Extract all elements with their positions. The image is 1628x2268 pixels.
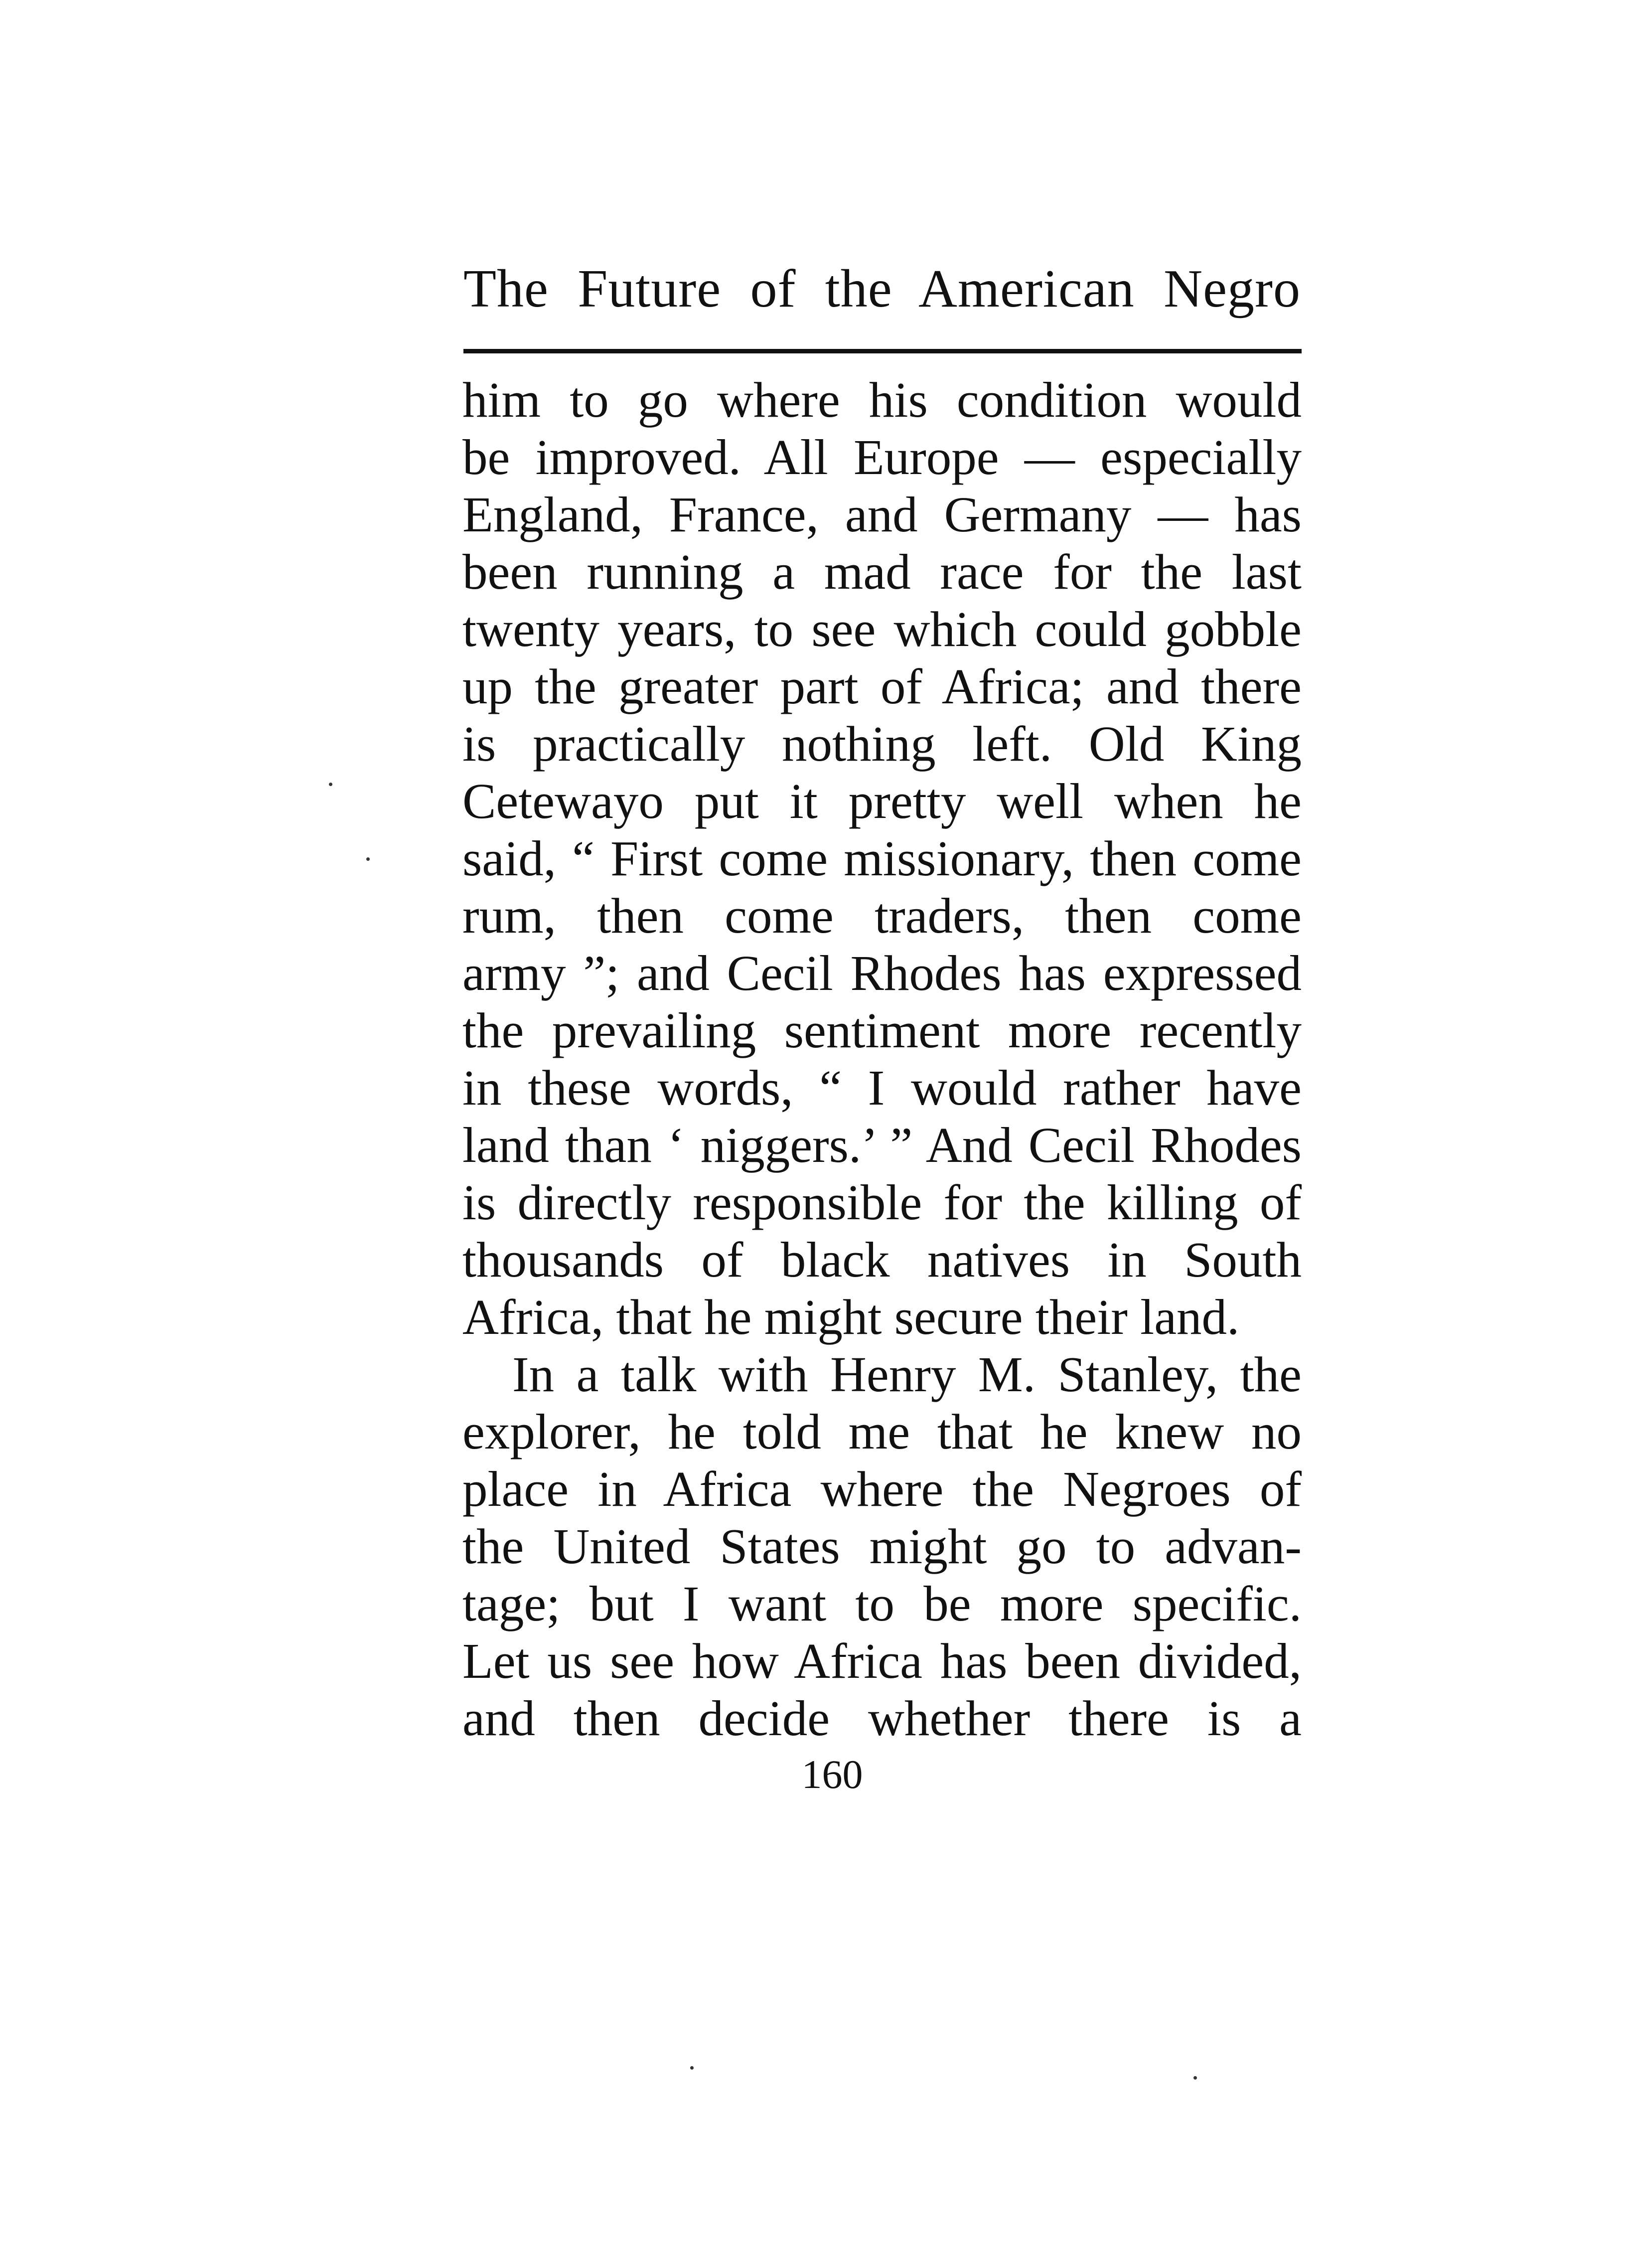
scan-speck [1193, 2076, 1197, 2080]
text-line: in these words, “ I would rather have [462, 1060, 1302, 1116]
text-line: is directly responsible for the killing of [462, 1174, 1302, 1230]
text-line: Let us see how Africa has been divided, [462, 1633, 1302, 1689]
text-line: up the greater part of Africa; and there [462, 658, 1302, 714]
text-line: army ”; and Cecil Rhodes has expressed [462, 945, 1302, 1001]
text-line: and then decide whether there is a [462, 1690, 1302, 1746]
running-head: The Future of the American Negro [463, 259, 1301, 319]
text-line: been running a mad race for the last [462, 544, 1302, 600]
text-line: Cetewayo put it pretty well when he [462, 773, 1302, 829]
text-line: land than ‘ niggers.’ ” And Cecil Rhodes [462, 1117, 1302, 1173]
text-line: him to go where his condition would [462, 372, 1302, 428]
paragraph-first-line: In a talk with Henry M. Stanley, the [512, 1346, 1302, 1402]
text-line: twenty years, to see which could gobble [462, 601, 1302, 657]
text-line: place in Africa where the Negroes of [462, 1461, 1302, 1517]
text-line: is practically nothing left. Old King [462, 716, 1302, 772]
text-line: the United States might go to advan- [462, 1518, 1302, 1574]
text-line: explorer, he told me that he knew no [462, 1404, 1302, 1459]
text-line: said, “ First come missionary, then come [462, 830, 1302, 886]
text-line: thousands of black natives in South [462, 1232, 1302, 1288]
scan-speck [329, 783, 332, 786]
page-number: 160 [801, 1752, 863, 1797]
scan-speck [690, 2066, 694, 2070]
header-rule [463, 349, 1302, 353]
text-line: be improved. All Europe — especially [462, 429, 1302, 485]
text-line: the prevailing sentiment more recently [462, 1002, 1302, 1058]
text-line: tage; but I want to be more specific. [462, 1576, 1302, 1631]
text-line: England, France, and Germany — has [462, 486, 1302, 542]
text-line: Africa, that he might secure their land. [462, 1289, 1240, 1345]
body-text [462, 371, 1302, 1747]
text-line: rum, then come traders, then come [462, 888, 1302, 944]
scan-speck [366, 857, 370, 861]
